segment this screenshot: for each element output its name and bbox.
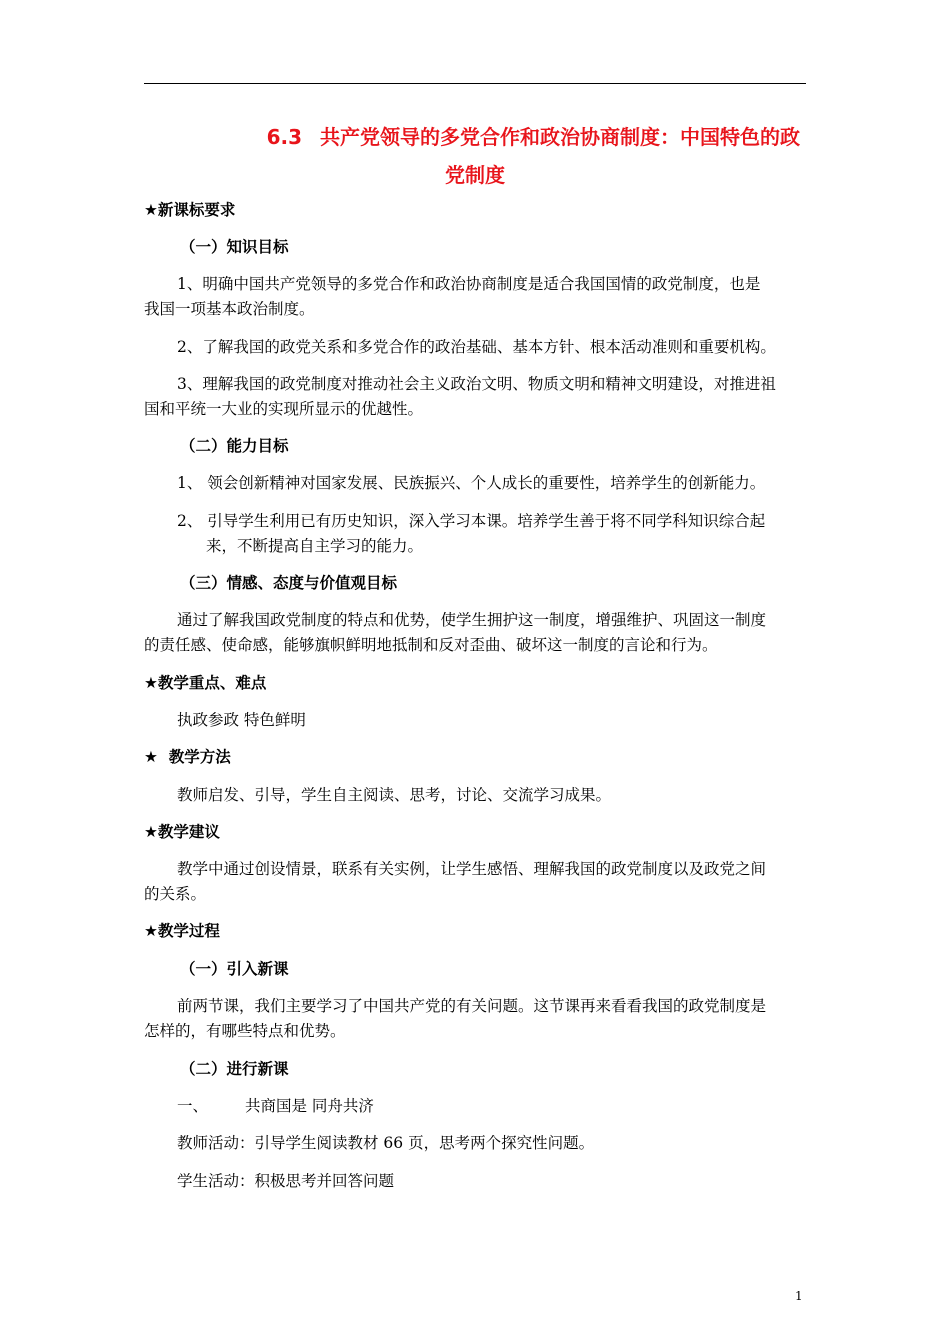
heading-ability-goal: （二）能力目标 bbox=[180, 437, 289, 455]
lesson-title bbox=[144, 118, 806, 194]
key-points-text: 执政参政 特色鲜明 bbox=[177, 711, 306, 729]
ability-item-2a: 2、 引导学生利用已有历史知识，深入学习本课。培养学生善于将不同学科知识综合起 bbox=[177, 512, 766, 530]
method-text: 教师启发、引导，学生自主阅读、思考，讨论、交流学习成果。 bbox=[177, 786, 612, 804]
page-number: 1 bbox=[795, 1289, 803, 1303]
knowledge-item-1b: 我国一项基本政治制度。 bbox=[144, 300, 315, 318]
heading-new-lesson: （二）进行新课 bbox=[180, 1060, 289, 1078]
knowledge-item-1a: 1、明确中国共产党领导的多党合作和政治协商制度是适合我国国情的政党制度，也是 bbox=[177, 275, 761, 293]
header-rule bbox=[144, 83, 806, 84]
title-line-2: 党制度 bbox=[445, 163, 505, 187]
title-text-1: 共产党领导的多党合作和政治协商制度：中国特色的政 bbox=[320, 125, 800, 149]
part-one-title: 共商国是 同舟共济 bbox=[245, 1097, 374, 1115]
emotion-text-b: 的责任感、使命感，能够旗帜鲜明地抵制和反对歪曲、破坏这一制度的言论和行为。 bbox=[144, 636, 718, 654]
intro-text-a: 前两节课，我们主要学习了中国共产党的有关问题。这节课再来看看我国的政党制度是 bbox=[177, 997, 767, 1015]
intro-text-b: 怎样的，有哪些特点和优势。 bbox=[144, 1022, 346, 1040]
heading-knowledge-goal: （一）知识目标 bbox=[180, 238, 289, 256]
heading-process: ★教学过程 bbox=[144, 922, 220, 940]
heading-emotion-goal: （三）情感、态度与价值观目标 bbox=[180, 574, 398, 592]
heading-suggestion: ★教学建议 bbox=[144, 823, 220, 841]
knowledge-item-3b: 国和平统一大业的实现所显示的优越性。 bbox=[144, 400, 424, 418]
ability-item-1: 1、 领会创新精神对国家发展、民族振兴、个人成长的重要性，培养学生的创新能力。 bbox=[177, 474, 766, 492]
title-line-1 bbox=[144, 118, 806, 156]
heading-key-points: ★教学重点、难点 bbox=[144, 674, 267, 692]
suggestion-text-a: 教学中通过创设情景，联系有关实例，让学生感悟、理解我国的政党制度以及政党之间 bbox=[177, 860, 767, 878]
heading-method: ★ 教学方法 bbox=[144, 748, 231, 766]
part-one-number: 一、 bbox=[177, 1097, 209, 1115]
ability-item-2b: 来，不断提高自主学习的能力。 bbox=[206, 537, 424, 555]
title-number: 6.3 bbox=[266, 125, 302, 149]
student-activity: 学生活动：积极思考并回答问题 bbox=[177, 1172, 395, 1190]
teacher-activity: 教师活动：引导学生阅读教材 66 页，思考两个探究性问题。 bbox=[177, 1134, 595, 1152]
knowledge-item-3a: 3、理解我国的政党制度对推动社会主义政治文明、物质文明和精神文明建设，对推进祖 bbox=[177, 375, 776, 393]
emotion-text-a: 通过了解我国政党制度的特点和优势，使学生拥护这一制度，增强维护、巩固这一制度 bbox=[177, 611, 767, 629]
knowledge-item-2: 2、了解我国的政党关系和多党合作的政治基础、基本方针、根本活动准则和重要机构。 bbox=[177, 338, 776, 356]
suggestion-text-b: 的关系。 bbox=[144, 885, 207, 903]
heading-intro: （一）引入新课 bbox=[180, 960, 289, 978]
heading-curriculum: ★新课标要求 bbox=[144, 201, 236, 219]
